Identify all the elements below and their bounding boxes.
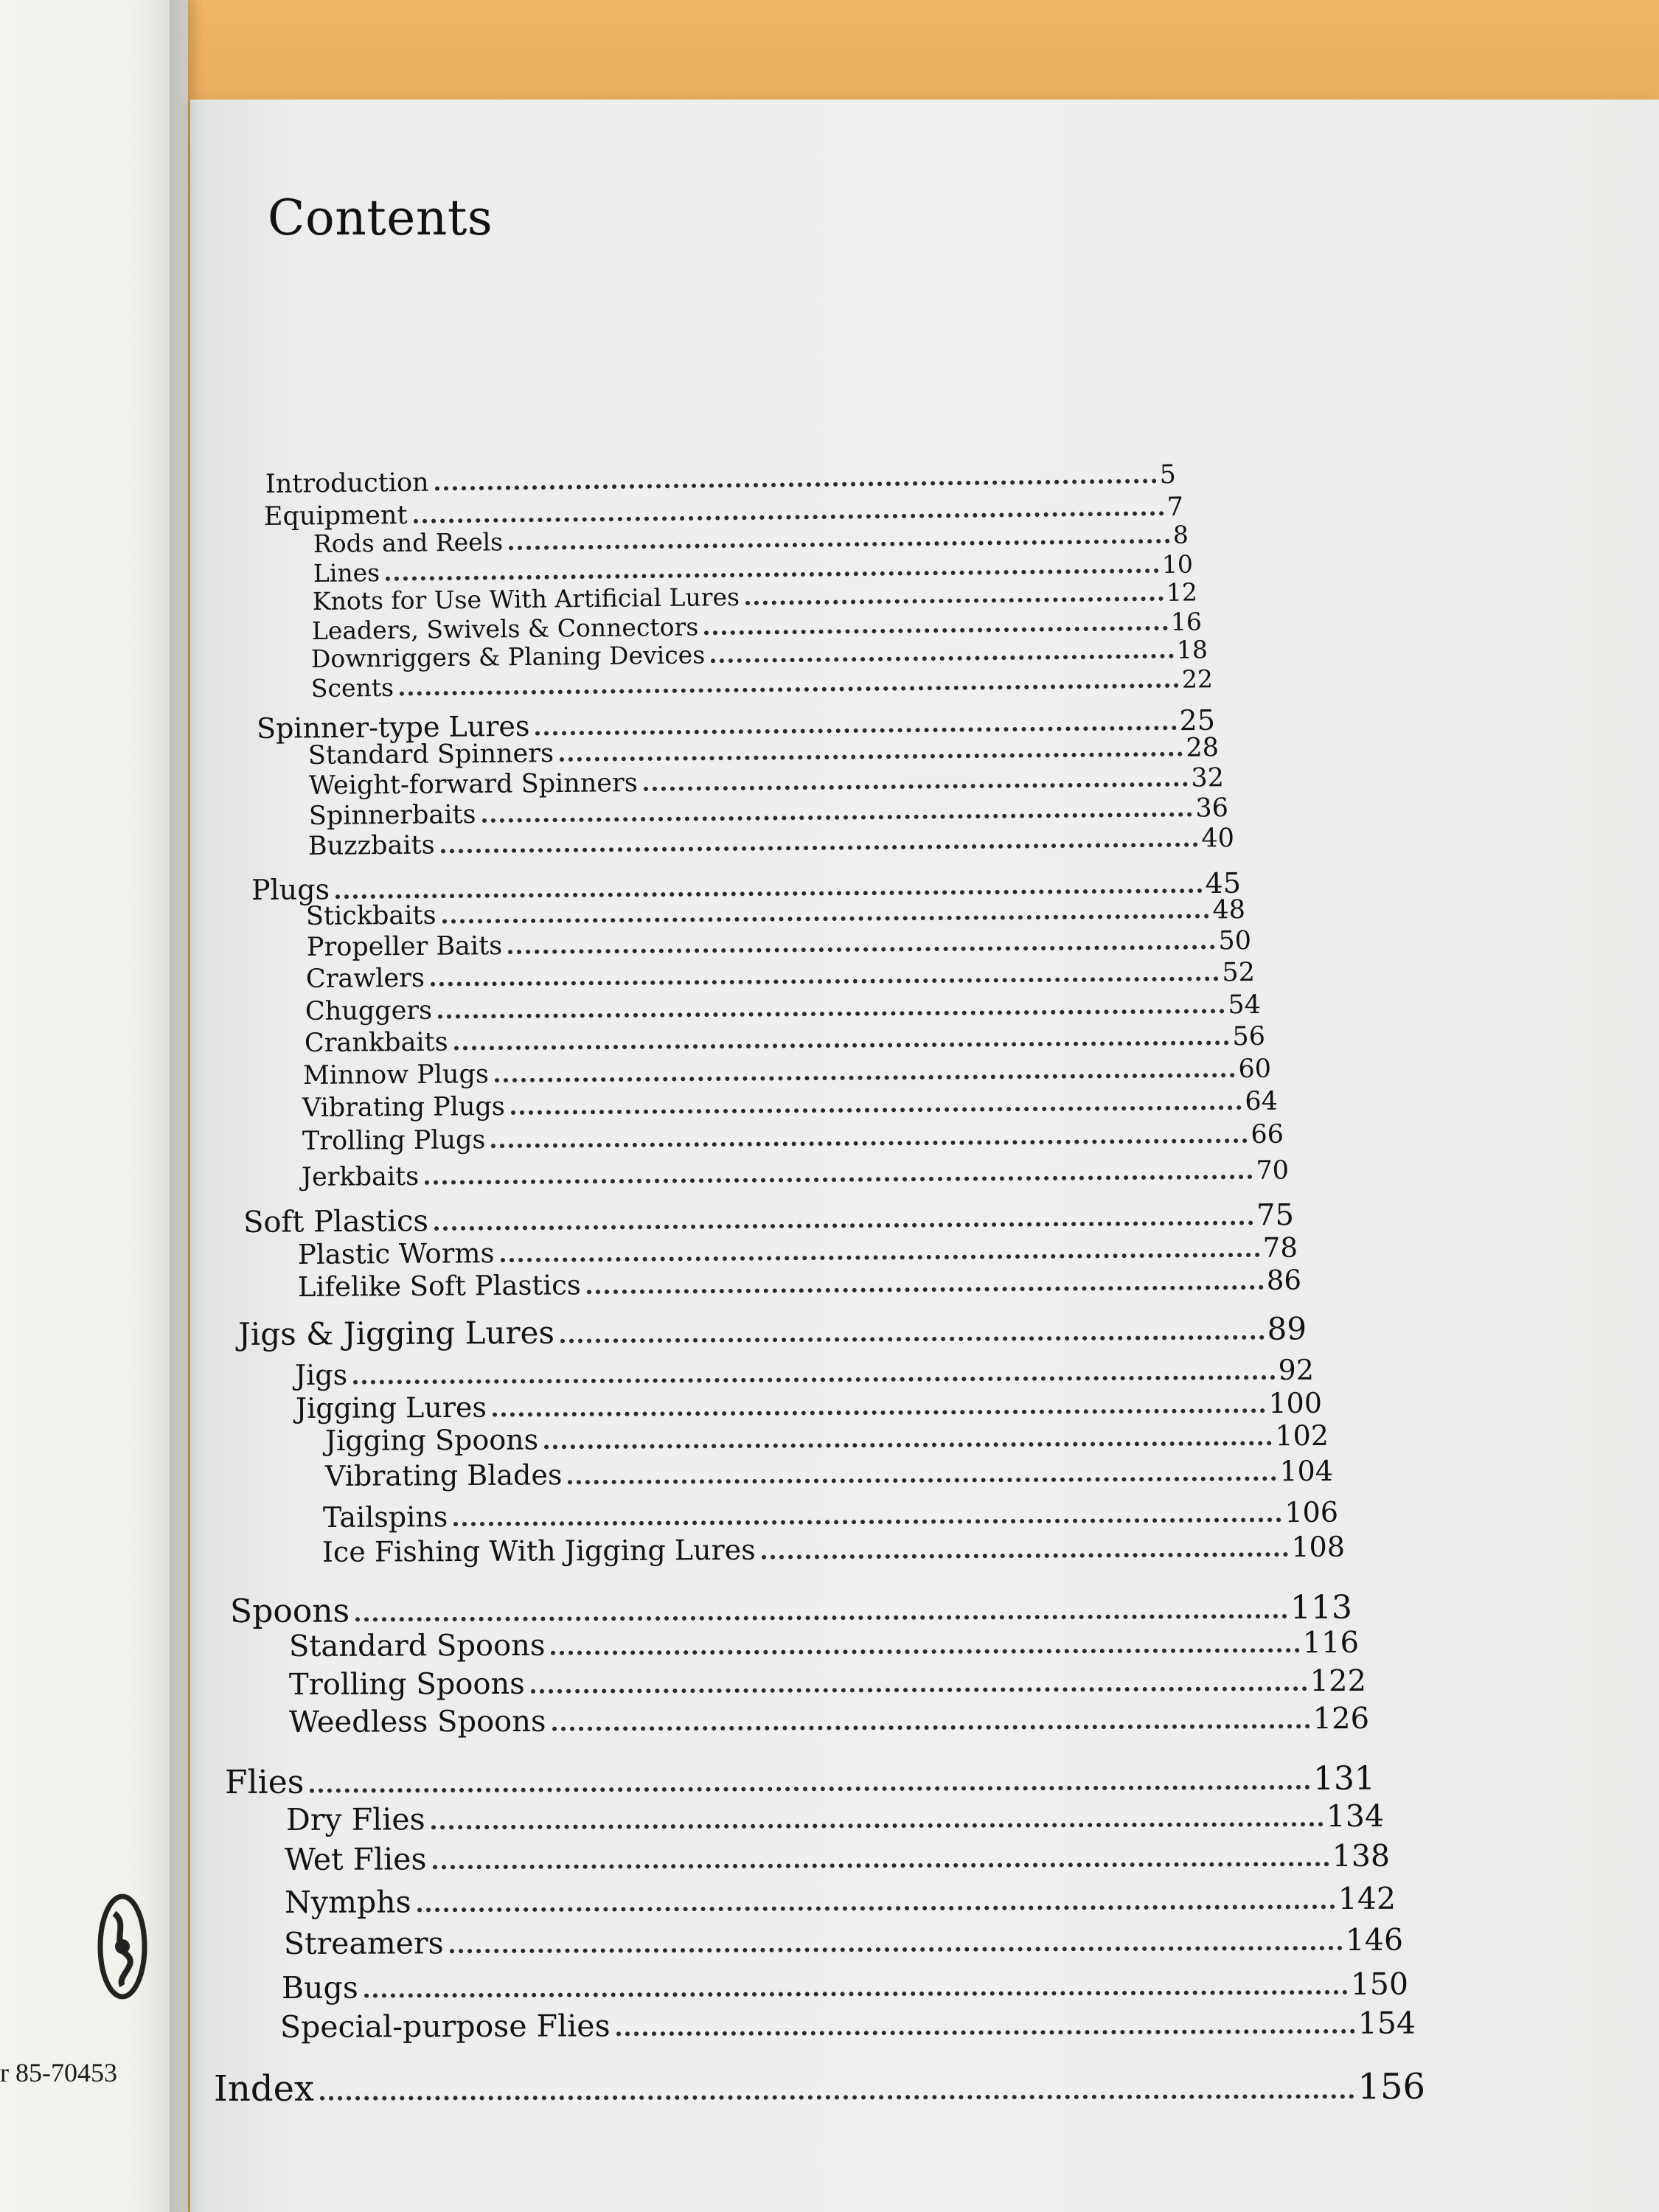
toc-dot-leader [762,1552,1289,1559]
toc-entry-label: Tailspins [322,1500,448,1534]
toc-entry [285,1881,1396,1923]
toc-entry-label: Plugs [251,873,330,906]
toc-dot-leader [508,945,1215,954]
toc-entry-page-number: 40 [1201,824,1235,854]
toc-entry-label: Jigs [294,1358,348,1391]
toc-entry-page-number: 126 [1312,1701,1370,1736]
toc-entry-page-number: 22 [1181,664,1214,694]
toc-entry-label: Crawlers [305,963,425,994]
toc-dot-leader [425,1175,1253,1185]
toc-entry-page-number: 86 [1266,1264,1302,1296]
toc-entry [238,1310,1307,1354]
toc-dot-leader [544,1441,1272,1449]
toc-dot-leader [434,1220,1253,1231]
toc-entry-page-number: 156 [1357,2066,1426,2108]
toc-entry-label: Streamers [283,1925,444,1961]
toc-entry [322,1531,1345,1574]
toc-entry-page-number: 56 [1232,1021,1266,1052]
toc-dot-leader [491,1138,1248,1148]
toc-entry-label: Soft Plastics [243,1204,429,1239]
toc-entry-label: Weedless Spoons [288,1704,546,1739]
toc-dot-leader [433,1862,1329,1869]
toc-entry-label: Standard Spoons [288,1628,546,1663]
toc-entry-label: Vibrating Plugs [302,1092,505,1123]
left-page-text [0,0,140,1443]
toc-entry-page-number: 89 [1267,1310,1307,1347]
toc-entry [286,1798,1384,1840]
toc-entry-label: Scents [310,672,394,703]
toc-dot-leader [509,539,1170,550]
toc-entry-page-number: 102 [1275,1419,1329,1453]
toc-entry-page-number: 122 [1310,1663,1367,1699]
toc-entry-label: Downriggers & Planing Devices [310,640,706,673]
toc-dot-leader [431,1822,1324,1829]
toc-entry-page-number: 106 [1284,1495,1339,1529]
page-fold-shadow [170,0,203,2212]
toc-entry-page-number: 16 [1170,607,1203,636]
toc-dot-leader [320,2094,1354,2100]
toc-entry-label: Vibrating Blades [324,1458,563,1492]
toc-dot-leader [364,1990,1348,1998]
toc-entry-label: Spinner-type Lures [256,709,530,745]
toc-entry-label: Spinnerbaits [308,800,476,831]
toc-entry-label: Jerkbaits [301,1161,420,1192]
toc-dot-leader [560,752,1183,762]
toc-entry-page-number: 92 [1278,1353,1315,1387]
toc-entry-label: Buzzbaits [307,830,435,861]
toc-entry [284,1922,1403,1964]
toc-entry-label: Chuggers [305,995,433,1026]
toc-dot-leader [587,1285,1264,1294]
toc-entry-page-number: 70 [1256,1155,1290,1186]
toc-dot-leader [616,2029,1355,2036]
toc-entry-label: Jigging Lures [295,1391,487,1425]
publisher-logo-icon [96,1891,149,2002]
toc-entry-label: Weight-forward Spinners [308,768,638,801]
toc-entry-label: Bugs [281,1969,358,2006]
toc-entry-label: Propeller Baits [306,931,503,962]
toc-entry-label: Crankbaits [304,1027,448,1058]
toc-dot-leader [453,1517,1281,1526]
toc-entry-label: Lifelike Soft Plastics [297,1269,581,1303]
toc-entry [298,1264,1301,1310]
toc-dot-leader [400,684,1179,696]
toc-entry-page-number: 78 [1262,1231,1298,1264]
toc-dot-leader [417,1905,1335,1912]
toc-entry-page-number: 28 [1186,733,1220,763]
toc-entry-label: Nymphs [284,1884,411,1920]
toc-dot-leader [552,1724,1310,1731]
toc-entry [302,1156,1289,1201]
toc-entry-label: Trolling Spoons [288,1666,525,1702]
toc-dot-leader [441,842,1199,853]
toc-entry-page-number: 142 [1338,1880,1397,1917]
toc-dot-leader [438,1009,1225,1018]
toc-entry-page-number: 50 [1218,926,1252,956]
toc-entry [225,1760,1375,1802]
toc-entry-label: Lines [313,558,380,588]
toc-dot-leader [495,1073,1236,1082]
toc-entry-page-number: 108 [1291,1530,1346,1564]
toc-entry-label: Spoons [229,1592,350,1630]
toc-dot-leader [353,1375,1275,1385]
toc-dot-leader [435,479,1157,490]
toc-entry-page-number: 131 [1312,1759,1376,1798]
toc-entry-label: Knots for Use With Artificial Lures [312,582,740,616]
toc-entry-page-number: 36 [1195,793,1229,824]
toc-dot-leader [745,597,1164,605]
toc-entry-label: Leaders, Swivels & Connectors [311,612,699,645]
toc-entry [285,1838,1390,1880]
toc-entry-label: Ice Fishing With Jigging Lures [321,1533,756,1568]
toc-entry-page-number: 45 [1205,866,1242,900]
toc-entry [308,824,1234,870]
toc-entry-page-number: 10 [1161,549,1194,579]
toc-dot-leader [310,1785,1310,1793]
toc-entry-label: Rods and Reels [313,527,504,558]
toc-dot-leader [493,1408,1266,1416]
toc-entry [282,1966,1408,2008]
toc-entry [325,1455,1333,1498]
toc-entry [213,2066,1426,2110]
toc-dot-leader [531,1686,1307,1694]
toc-entry-page-number: 138 [1332,1837,1391,1874]
toc-entry-page-number: 48 [1212,895,1246,925]
toc-entry-page-number: 60 [1238,1054,1272,1085]
toc-entry-page-number: 7 [1166,492,1184,523]
toc-dot-leader [511,1105,1242,1115]
toc-entry-page-number: 64 [1245,1086,1279,1117]
toc-entry-label: Minnow Plugs [302,1060,490,1091]
toc-dot-leader [551,1648,1299,1655]
toc-entry-label: Special-purpose Flies [279,2008,611,2045]
toc-dot-leader [355,1614,1287,1621]
toc-entry-label: Stickbaits [305,900,437,931]
toc-dot-leader [560,1335,1265,1343]
toc-entry-label: Equipment [263,500,408,532]
toc-entry-page-number: 32 [1191,763,1225,793]
toc-dot-leader [568,1476,1276,1484]
toc-entry-page-number: 75 [1256,1198,1295,1233]
catalog-number: r 85-70453 [0,2058,117,2087]
toc-entry-page-number: 154 [1357,2005,1416,2041]
toc-entry-label: Jigging Spoons [324,1423,539,1457]
toc-dot-leader [644,782,1189,791]
toc-entry-page-number: 113 [1290,1588,1353,1627]
toc-entry-page-number: 54 [1228,990,1262,1020]
toc-entry [289,1702,1369,1744]
toc-entry-page-number: 146 [1345,1921,1404,1958]
contents-title: Contents [268,189,493,246]
toc-entry-page-number: 12 [1166,577,1198,607]
toc-entry-page-number: 150 [1350,1966,1409,2002]
toc-entry-page-number: 8 [1172,520,1189,549]
toc-dot-leader [501,1253,1260,1262]
toc-entry-page-number: 104 [1279,1454,1334,1488]
toc-dot-leader [704,626,1168,636]
toc-entry [289,1664,1366,1706]
toc-entry-label: Index [213,2067,315,2110]
toc-dot-leader [482,813,1193,823]
toc-entry-label: Standard Spinners [307,739,554,771]
toc-entry-label: Jigs & Jigging Lures [237,1314,555,1352]
left-page [0,0,188,2212]
toc-entry-label: Dry Flies [285,1801,425,1837]
toc-entry-page-number: 5 [1159,460,1177,490]
toc-entry-label: Trolling Plugs [302,1125,486,1156]
toc-dot-leader [711,654,1174,664]
toc-entry-page-number: 134 [1326,1798,1385,1834]
toc-entry-label: Flies [224,1763,305,1801]
toc-entry [289,1626,1359,1668]
toc-entry-label: Introduction [265,467,429,499]
toc-entry-page-number: 100 [1268,1386,1323,1420]
toc-dot-leader [442,914,1210,923]
toc-entry-label: Plastic Worms [297,1237,495,1270]
toc-entry-page-number: 66 [1251,1119,1284,1150]
toc-entry-page-number: 116 [1302,1625,1360,1660]
toc-dot-leader [431,976,1220,986]
toc-entry [230,1589,1352,1631]
toc-entry-page-number: 18 [1176,635,1208,664]
toc-entry-page-number: 25 [1179,703,1216,737]
toc-entry [280,2006,1416,2048]
toc-entry-page-number: 52 [1222,958,1256,988]
toc-entry-label: Wet Flies [284,1841,427,1877]
toc-dot-leader [454,1040,1230,1050]
toc-dot-leader [450,1946,1343,1953]
